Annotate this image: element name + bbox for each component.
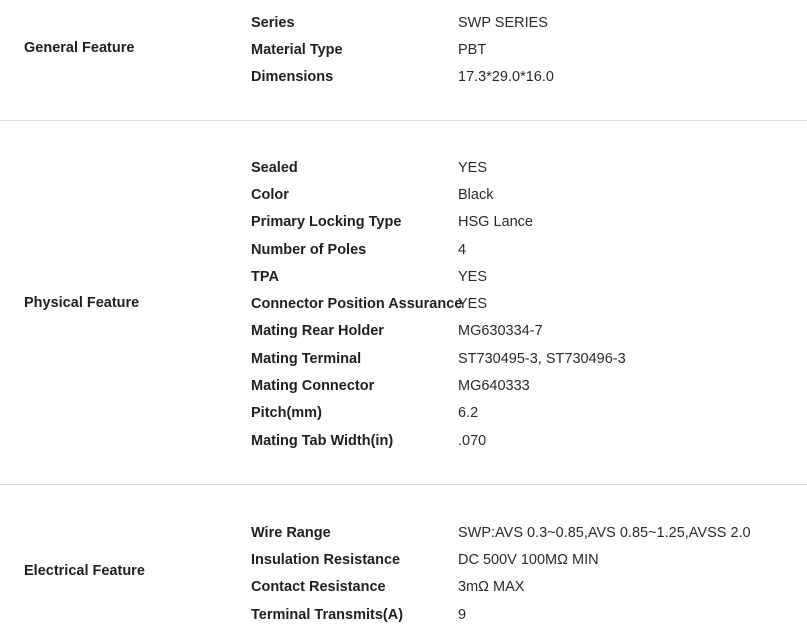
spec-value: 3mΩ MAX: [458, 579, 525, 596]
spec-row-pitch: [251, 400, 807, 427]
spec-label: Mating Rear Holder: [251, 323, 384, 340]
spec-label: Contact Resistance: [251, 579, 386, 596]
spec-label: Mating Connector: [251, 378, 375, 395]
section-electrical-feature: [0, 485, 807, 629]
spec-row-terminal-transmits: [251, 601, 807, 628]
spec-value: PBT: [458, 41, 487, 58]
spec-label: Sealed: [251, 159, 298, 176]
section-title-physical: Physical Feature: [24, 295, 140, 311]
spec-label: Dimensions: [251, 69, 334, 86]
spec-value: MG640333: [458, 378, 530, 395]
spec-row-series: [251, 9, 807, 36]
spec-value: YES: [458, 268, 488, 285]
spec-value: 6.2: [458, 405, 479, 422]
spec-row-dimensions: [251, 64, 807, 91]
spec-row-mating-terminal: [251, 345, 807, 372]
section-physical-feature: [0, 121, 807, 485]
spec-value: HSG Lance: [458, 214, 533, 231]
spec-value: 17.3*29.0*16.0: [458, 69, 554, 86]
spec-label: Series: [251, 14, 295, 31]
spec-row-number-of-poles: [251, 236, 807, 263]
spec-label: Connector Position Assurance: [251, 296, 463, 313]
spec-value: Black: [458, 186, 494, 203]
spec-value: .070: [458, 432, 487, 449]
spec-row-color: [251, 181, 807, 208]
spec-label: Wire Range: [251, 524, 331, 541]
physical-feature-rows: [251, 154, 807, 454]
general-feature-rows: [251, 9, 807, 91]
spec-value: DC 500V 100MΩ MIN: [458, 551, 599, 568]
spec-value: YES: [458, 296, 488, 313]
spec-label: Number of Poles: [251, 241, 367, 258]
spec-value: 9: [458, 606, 467, 623]
section-general-feature: [0, 0, 807, 121]
spec-row-connector-position-assurance: [251, 290, 807, 317]
spec-row-material-type: [251, 36, 807, 63]
spec-row-mating-connector: [251, 372, 807, 399]
spec-value: 4: [458, 241, 467, 258]
spec-label: Color: [251, 186, 289, 203]
spec-label: Pitch(mm): [251, 405, 322, 422]
spec-label: TPA: [251, 268, 279, 285]
spec-value: MG630334-7: [458, 323, 543, 340]
spec-value: YES: [458, 159, 488, 176]
spec-row-mating-rear-holder: [251, 318, 807, 345]
section-title-general: General Feature: [24, 40, 135, 56]
spec-row-insulation-resistance: [251, 546, 807, 573]
section-title-electrical: Electrical Feature: [24, 563, 145, 579]
electrical-feature-rows: [251, 519, 807, 628]
spec-label: Insulation Resistance: [251, 551, 401, 568]
spec-row-wire-range: [251, 519, 807, 546]
spec-label: Mating Terminal: [251, 350, 362, 367]
spec-row-mating-tab-width: [251, 427, 807, 454]
spec-value: SWP SERIES: [458, 14, 548, 31]
spec-value: ST730495-3, ST730496-3: [458, 350, 626, 367]
spec-row-tpa: [251, 263, 807, 290]
spec-label: Mating Tab Width(in): [251, 432, 394, 449]
spec-row-sealed: [251, 154, 807, 181]
spec-label: Terminal Transmits(A): [251, 606, 404, 623]
spec-row-primary-locking-type: [251, 209, 807, 236]
spec-row-contact-resistance: [251, 574, 807, 601]
spec-label: Material Type: [251, 41, 343, 58]
spec-value: SWP:AVS 0.3~0.85,AVS 0.85~1.25,AVSS 2.0: [458, 524, 751, 541]
spec-label: Primary Locking Type: [251, 214, 402, 231]
